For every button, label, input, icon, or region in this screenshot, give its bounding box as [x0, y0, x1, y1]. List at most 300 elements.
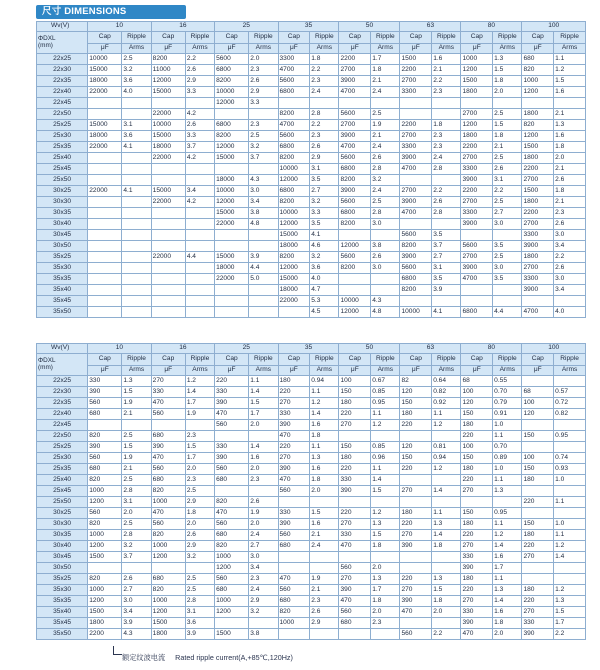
cap-value: 1800 — [461, 131, 493, 142]
ripple-unit: Arms — [249, 44, 278, 54]
ripple-value: 2.3 — [432, 131, 461, 142]
ripple-value — [493, 98, 522, 109]
cap-value — [151, 98, 185, 109]
ripple-value: 4.0 — [122, 87, 151, 98]
cap-value: 560 — [339, 563, 371, 574]
cap-value: 330 — [215, 387, 249, 398]
cap-value: 220 — [522, 497, 554, 508]
ripple-value: 0.74 — [554, 453, 586, 464]
cap-value: 330 — [461, 552, 493, 563]
cap-unit: μF — [88, 366, 122, 376]
table-row — [37, 431, 586, 442]
dimensions-header — [36, 5, 186, 19]
cap-value: 100 — [522, 398, 554, 409]
cap-value: 5600 — [400, 230, 432, 241]
ripple-value: 1.6 — [432, 54, 461, 65]
cap-unit: μF — [400, 366, 432, 376]
ripple-value: 4.4 — [185, 252, 214, 263]
cap-value — [88, 307, 122, 318]
cap-value: 3900 — [461, 175, 493, 186]
ripple-value: 1.2 — [185, 376, 214, 387]
ripple-value — [122, 153, 151, 164]
cap-value — [88, 241, 122, 252]
ripple-value: 1.3 — [371, 519, 400, 530]
table-row — [37, 387, 586, 398]
ripple-value: 1.4 — [432, 486, 461, 497]
ripple-value: 3.0 — [122, 596, 151, 607]
cap-unit: μF — [400, 44, 432, 54]
cap-value: 180 — [522, 530, 554, 541]
ripple-value: 2.8 — [432, 164, 461, 175]
cap-value: 12000 — [278, 175, 310, 186]
ripple-value: 1.5 — [249, 398, 278, 409]
cap-value: 390 — [339, 585, 371, 596]
cap-value: 10000 — [339, 296, 371, 307]
ripple-value: 4.0 — [554, 307, 586, 318]
table-row — [37, 109, 586, 120]
ripple-value: 1.4 — [554, 552, 586, 563]
cap-value: 3900 — [461, 219, 493, 230]
cap-value: 4700 — [522, 307, 554, 318]
cap-value: 180 — [278, 376, 310, 387]
case-size: 30x30 — [37, 519, 88, 530]
cap-value: 8200 — [278, 109, 310, 120]
ripple-value: 2.9 — [185, 76, 214, 87]
cap-value: 680 — [151, 431, 185, 442]
ripple-value: 2.2 — [554, 629, 586, 640]
cap-value: 1800 — [461, 87, 493, 98]
ripple-value: 1.2 — [432, 464, 461, 475]
cap-value — [88, 175, 122, 186]
cap-value: 1200 — [215, 607, 249, 618]
table-row — [37, 497, 586, 508]
ripple-value: 2.2 — [310, 65, 339, 76]
ripple-value: 2.6 — [185, 530, 214, 541]
cap-value: 68 — [522, 387, 554, 398]
case-size: 22x35 — [37, 76, 88, 87]
cap-value: 6800 — [339, 208, 371, 219]
cap-value: 120 — [400, 442, 432, 453]
ripple-value — [122, 420, 151, 431]
cap-value: 1500 — [522, 142, 554, 153]
ripple-header: Ripple — [371, 354, 400, 366]
cap-value: 390 — [151, 442, 185, 453]
cap-value — [88, 296, 122, 307]
ripple-unit: Arms — [493, 44, 522, 54]
cap-value — [278, 552, 310, 563]
ripple-value — [185, 98, 214, 109]
cap-value — [461, 285, 493, 296]
table-row — [37, 574, 586, 585]
cap-value: 820 — [278, 607, 310, 618]
cap-unit: μF — [339, 366, 371, 376]
cap-header: Cap — [461, 32, 493, 44]
ripple-value: 2.3 — [249, 475, 278, 486]
header-cn: 尺寸 — [42, 6, 62, 17]
cap-value: 560 — [400, 629, 432, 640]
ripple-value: 2.4 — [432, 153, 461, 164]
table-row — [37, 131, 586, 142]
cap-value: 560 — [88, 508, 122, 519]
voltage-header-row — [37, 22, 586, 32]
ripple-value: 1.3 — [432, 519, 461, 530]
cap-value: 150 — [461, 409, 493, 420]
case-size: 25x30 — [37, 131, 88, 142]
ripple-value — [122, 197, 151, 208]
ripple-unit: Arms — [493, 366, 522, 376]
case-size: 35x30 — [37, 263, 88, 274]
cap-unit: μF — [339, 44, 371, 54]
ripple-value: 3.0 — [371, 263, 400, 274]
cap-value: 1000 — [151, 596, 185, 607]
cap-value — [215, 486, 249, 497]
ripple-value: 4.0 — [310, 274, 339, 285]
cap-value: 12000 — [215, 98, 249, 109]
cap-value — [400, 618, 432, 629]
cap-value: 220 — [522, 541, 554, 552]
ripple-unit: Arms — [371, 44, 400, 54]
cap-value — [339, 629, 371, 640]
table-row — [37, 486, 586, 497]
cap-value: 12000 — [151, 76, 185, 87]
ripple-value — [371, 497, 400, 508]
ripple-value: 3.4 — [554, 285, 586, 296]
ripple-value: 1.2 — [310, 398, 339, 409]
cap-header: Cap — [522, 32, 554, 44]
ripple-value — [371, 629, 400, 640]
cap-value: 5600 — [400, 263, 432, 274]
cap-value — [339, 431, 371, 442]
voltage-header: 63 — [400, 344, 461, 354]
ripple-value — [432, 296, 461, 307]
ripple-unit: Arms — [249, 366, 278, 376]
table-row — [37, 285, 586, 296]
voltage-header: 10 — [88, 22, 151, 32]
ripple-value — [185, 563, 214, 574]
cap-value: 1000 — [88, 585, 122, 596]
ripple-value — [493, 497, 522, 508]
cap-value: 180 — [400, 409, 432, 420]
cap-value: 3300 — [278, 54, 310, 65]
ripple-value — [554, 296, 586, 307]
ripple-value: 2.3 — [249, 120, 278, 131]
cap-value: 270 — [151, 376, 185, 387]
ripple-value: 1.0 — [554, 519, 586, 530]
cap-value: 1800 — [151, 629, 185, 640]
cap-header: Cap — [151, 354, 185, 366]
cap-value — [522, 563, 554, 574]
cap-value: 1200 — [88, 596, 122, 607]
cap-value — [215, 307, 249, 318]
ripple-value — [185, 296, 214, 307]
ripple-value: 4.7 — [310, 285, 339, 296]
case-size: 25x50 — [37, 497, 88, 508]
cap-value: 1200 — [215, 563, 249, 574]
cap-value: 220 — [461, 530, 493, 541]
case-size: 30x25 — [37, 508, 88, 519]
cap-value: 150 — [461, 453, 493, 464]
cap-value: 270 — [339, 519, 371, 530]
cap-value: 560 — [215, 519, 249, 530]
ripple-value: 3.9 — [432, 285, 461, 296]
ripple-value: 3.7 — [185, 142, 214, 153]
ripple-value: 3.8 — [249, 629, 278, 640]
cap-value — [88, 252, 122, 263]
ripple-value: 3.5 — [493, 274, 522, 285]
ripple-value: 2.2 — [432, 629, 461, 640]
table-row — [37, 296, 586, 307]
cap-value: 390 — [88, 387, 122, 398]
cap-value: 270 — [400, 530, 432, 541]
cap-value: 18000 — [88, 76, 122, 87]
cap-value: 22000 — [88, 142, 122, 153]
cap-value: 22000 — [151, 252, 185, 263]
ripple-value — [249, 230, 278, 241]
voltage-header: 100 — [522, 22, 586, 32]
cap-value: 5600 — [215, 54, 249, 65]
ripple-value: 2.5 — [185, 574, 214, 585]
cap-value — [339, 497, 371, 508]
ripple-value: 2.6 — [554, 263, 586, 274]
ripple-value: 2.1 — [554, 197, 586, 208]
cap-value — [151, 175, 185, 186]
cap-value: 330 — [339, 475, 371, 486]
cap-value — [151, 274, 185, 285]
ripple-value: 1.4 — [432, 530, 461, 541]
voltage-header: 63 — [400, 22, 461, 32]
case-size: 22x45 — [37, 420, 88, 431]
cap-unit: μF — [522, 366, 554, 376]
cap-value: 10000 — [215, 87, 249, 98]
ripple-value — [249, 307, 278, 318]
ripple-value: 3.5 — [310, 175, 339, 186]
ripple-value — [432, 109, 461, 120]
footnote-leader-line — [113, 646, 122, 655]
ripple-value: 1.5 — [185, 442, 214, 453]
cap-value — [151, 420, 185, 431]
ripple-value: 2.0 — [249, 519, 278, 530]
cap-value: 10000 — [278, 164, 310, 175]
cap-value: 2700 — [522, 175, 554, 186]
ripple-value: 1.3 — [122, 376, 151, 387]
cap-value: 150 — [522, 431, 554, 442]
cap-value: 470 — [215, 508, 249, 519]
cap-value: 18000 — [151, 142, 185, 153]
ripple-value: 1.5 — [371, 486, 400, 497]
ripple-value — [185, 164, 214, 175]
ripple-value: 0.93 — [554, 464, 586, 475]
ripple-value: 1.4 — [185, 387, 214, 398]
cap-value: 3900 — [400, 197, 432, 208]
cap-value: 1000 — [88, 486, 122, 497]
cap-value: 22000 — [151, 109, 185, 120]
dimensions-table-1 — [36, 21, 586, 318]
table-row — [37, 618, 586, 629]
cap-value: 220 — [215, 376, 249, 387]
cap-header: Cap — [215, 32, 249, 44]
ripple-header: Ripple — [371, 32, 400, 44]
cap-value: 270 — [461, 596, 493, 607]
cap-value — [278, 307, 310, 318]
ripple-value: 2.1 — [310, 585, 339, 596]
ripple-value — [185, 274, 214, 285]
ripple-value: 2.4 — [310, 87, 339, 98]
ripple-value: 2.1 — [371, 131, 400, 142]
ripple-value: 4.1 — [122, 186, 151, 197]
cap-value: 390 — [400, 596, 432, 607]
case-size: 30x50 — [37, 241, 88, 252]
case-size: 25x45 — [37, 486, 88, 497]
ripple-value: 2.0 — [185, 519, 214, 530]
ripple-value: 2.5 — [493, 109, 522, 120]
ripple-value: 2.3 — [554, 208, 586, 219]
cap-value: 1200 — [151, 607, 185, 618]
ripple-value: 3.8 — [249, 208, 278, 219]
ripple-value: 1.3 — [493, 486, 522, 497]
cap-value: 220 — [400, 519, 432, 530]
case-size: 22x30 — [37, 387, 88, 398]
cap-value: 5600 — [278, 76, 310, 87]
ripple-value — [185, 208, 214, 219]
ripple-value: 2.5 — [493, 197, 522, 208]
ripple-value: 2.7 — [310, 186, 339, 197]
ripple-value: 2.8 — [432, 208, 461, 219]
ripple-value — [493, 296, 522, 307]
cap-value — [522, 296, 554, 307]
ripple-value: 2.5 — [493, 153, 522, 164]
ripple-header: Ripple — [432, 354, 461, 366]
ripple-value: 0.95 — [554, 431, 586, 442]
cap-value: 330 — [339, 530, 371, 541]
cap-value: 1500 — [400, 54, 432, 65]
ripple-value: 1.1 — [493, 475, 522, 486]
cap-unit: μF — [215, 44, 249, 54]
cap-value: 270 — [339, 420, 371, 431]
case-size: 22x25 — [37, 54, 88, 65]
ripple-value: 2.9 — [185, 497, 214, 508]
ripple-header: Ripple — [185, 32, 214, 44]
ripple-value — [371, 274, 400, 285]
cap-value — [278, 629, 310, 640]
cap-value — [88, 230, 122, 241]
cap-value — [88, 197, 122, 208]
ripple-value: 3.5 — [310, 219, 339, 230]
ripple-value: 3.2 — [310, 197, 339, 208]
ripple-header: Ripple — [493, 32, 522, 44]
ripple-value: 0.81 — [432, 442, 461, 453]
cap-value: 18000 — [88, 131, 122, 142]
cap-value: 270 — [400, 585, 432, 596]
ripple-value: 3.9 — [249, 252, 278, 263]
cap-value: 8200 — [400, 285, 432, 296]
case-size: 35x25 — [37, 252, 88, 263]
case-size: 35x45 — [37, 296, 88, 307]
case-size: 35x25 — [37, 574, 88, 585]
ripple-value: 3.4 — [249, 563, 278, 574]
ripple-value: 2.5 — [493, 252, 522, 263]
ripple-value: 2.3 — [432, 142, 461, 153]
ripple-value — [554, 98, 586, 109]
cap-value: 68 — [461, 376, 493, 387]
cap-value: 15000 — [215, 208, 249, 219]
ripple-value: 2.4 — [371, 186, 400, 197]
cap-value — [215, 618, 249, 629]
ripple-value — [249, 164, 278, 175]
table-row — [37, 420, 586, 431]
cap-value: 680 — [151, 574, 185, 585]
cap-value: 15000 — [278, 230, 310, 241]
ripple-value — [554, 486, 586, 497]
ripple-value: 0.91 — [493, 409, 522, 420]
ripple-value: 1.6 — [554, 87, 586, 98]
ripple-value: 2.8 — [310, 109, 339, 120]
cap-value: 3300 — [461, 164, 493, 175]
case-size: 22x50 — [37, 109, 88, 120]
ripple-value: 1.8 — [310, 54, 339, 65]
table-row — [37, 629, 586, 640]
ripple-value: 2.4 — [249, 530, 278, 541]
cap-value: 2700 — [339, 120, 371, 131]
ripple-value: 2.2 — [310, 120, 339, 131]
cap-value — [522, 486, 554, 497]
cap-value — [88, 263, 122, 274]
table-row — [37, 54, 586, 65]
cap-value — [88, 420, 122, 431]
cap-value: 820 — [215, 497, 249, 508]
ripple-value: 0.95 — [371, 398, 400, 409]
cap-value: 560 — [339, 607, 371, 618]
ripple-value — [122, 285, 151, 296]
ripple-value: 5.0 — [249, 274, 278, 285]
ripple-header: Ripple — [185, 354, 214, 366]
cap-value: 1200 — [461, 120, 493, 131]
ripple-value: 0.70 — [493, 442, 522, 453]
ripple-value: 3.3 — [249, 98, 278, 109]
cap-value: 120 — [522, 409, 554, 420]
ripple-value — [185, 285, 214, 296]
ripple-value — [122, 164, 151, 175]
cap-value: 270 — [522, 552, 554, 563]
cap-value: 22000 — [215, 219, 249, 230]
ripple-value: 3.1 — [432, 263, 461, 274]
cap-value — [88, 153, 122, 164]
cap-value: 10000 — [88, 54, 122, 65]
ripple-value: 3.6 — [310, 263, 339, 274]
ripple-value — [249, 296, 278, 307]
table-row — [37, 230, 586, 241]
ripple-value: 4.1 — [310, 230, 339, 241]
ripple-value: 3.2 — [310, 252, 339, 263]
cap-value: 100 — [339, 376, 371, 387]
cap-value: 390 — [278, 464, 310, 475]
cap-value — [522, 98, 554, 109]
ripple-value: 0.72 — [554, 398, 586, 409]
ripple-value: 1.8 — [493, 618, 522, 629]
ripple-value: 2.4 — [310, 541, 339, 552]
ripple-value: 3.7 — [122, 552, 151, 563]
ripple-value: 1.6 — [493, 607, 522, 618]
cap-value: 220 — [400, 574, 432, 585]
ripple-value: 3.4 — [249, 197, 278, 208]
ripple-value — [554, 376, 586, 387]
voltage-header-row — [37, 344, 586, 354]
ripple-value: 2.5 — [185, 486, 214, 497]
case-size: 30x35 — [37, 530, 88, 541]
ripple-unit: Arms — [432, 366, 461, 376]
ripple-value: 4.2 — [185, 109, 214, 120]
ripple-value — [122, 263, 151, 274]
cap-value: 1800 — [522, 197, 554, 208]
